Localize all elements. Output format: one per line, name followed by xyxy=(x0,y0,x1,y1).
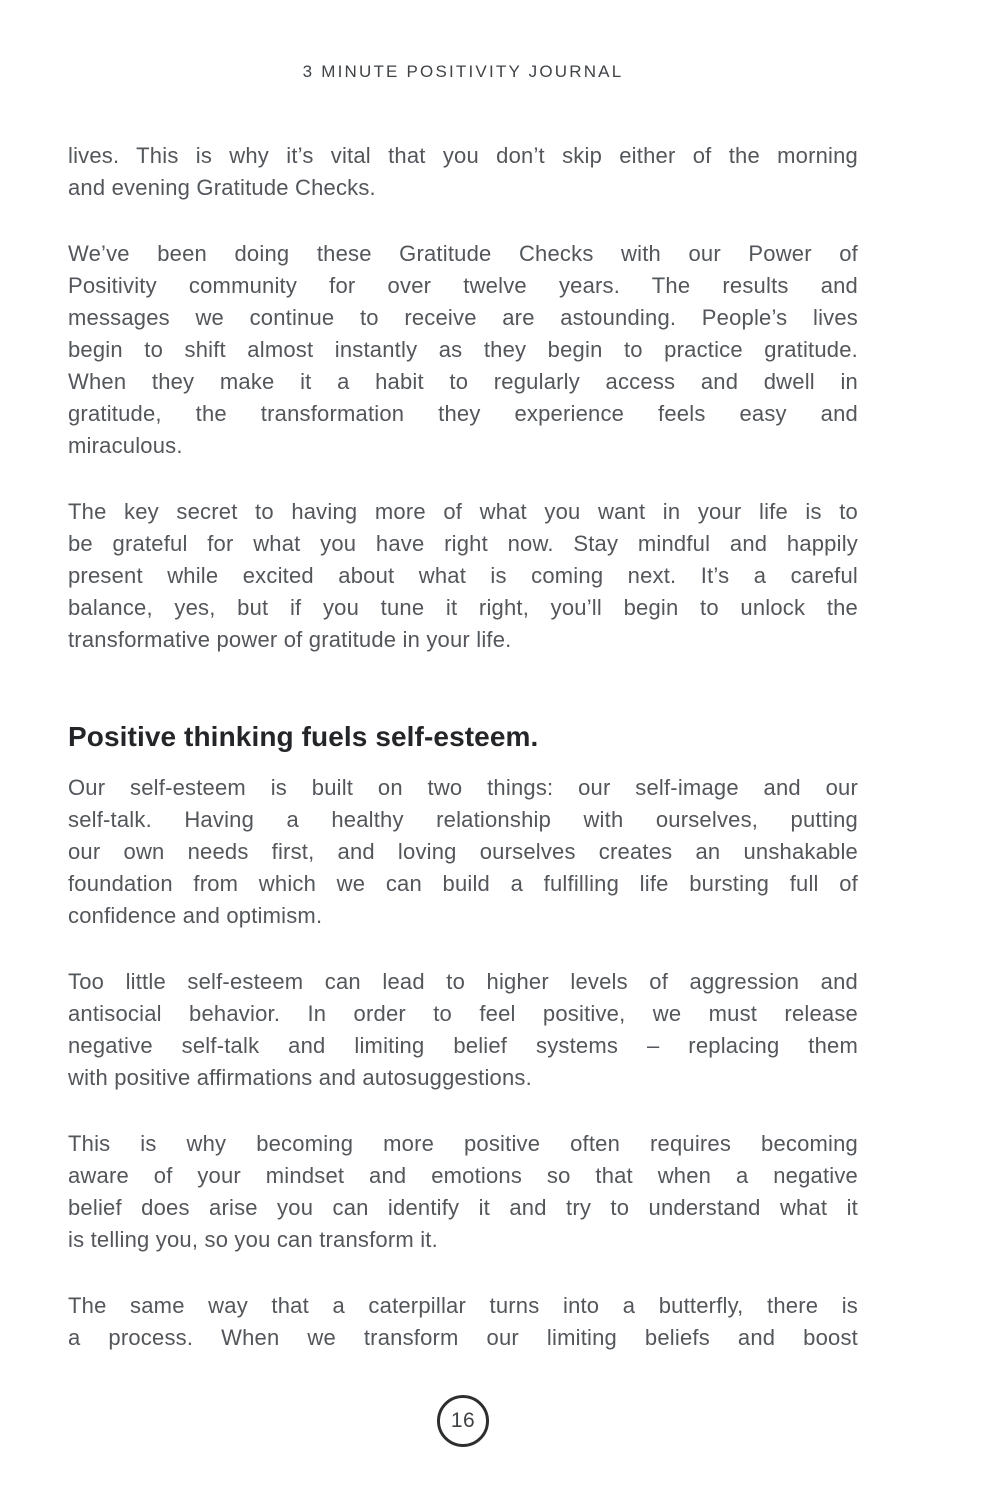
text-line: The same way that a caterpillar turns into a butterfly, there is xyxy=(68,1293,858,1318)
text-line: be grateful for what you have right now. Stay mindful and happily xyxy=(68,531,858,556)
text-line: Too little self-esteem can lead to higher levels of aggression and xyxy=(68,969,858,994)
body-paragraph xyxy=(68,238,858,462)
text-line: The key secret to having more of what you want in your life is to xyxy=(68,499,858,524)
text-line: We’ve been doing these Gratitude Checks with our Power of xyxy=(68,241,858,266)
text-line: negative self-talk and limiting belief systems – replacing them xyxy=(68,1033,858,1058)
text-line: transformative power of gratitude in your life. xyxy=(68,627,512,652)
text-line: balance, yes, but if you tune it right, you’ll begin to unlock the xyxy=(68,595,858,620)
text-line: begin to shift almost instantly as they begin to practice gratitude. xyxy=(68,337,858,362)
text-line: lives. This is why it’s vital that you don’t skip either of the morning xyxy=(68,143,858,168)
text-line: belief does arise you can identify it and try to understand what it xyxy=(68,1195,858,1220)
section-heading: Positive thinking fuels self-esteem. xyxy=(68,721,539,752)
text-line: and evening Gratitude Checks. xyxy=(68,175,376,200)
text-line: Positivity community for over twelve years. The results and xyxy=(68,273,858,298)
text-line: messages we continue to receive are astounding. People’s lives xyxy=(68,305,858,330)
page-number: 16 xyxy=(450,1409,476,1432)
text-line: Our self-esteem is built on two things: our self-image and our xyxy=(68,775,858,800)
text-line: a process. When we transform our limiting beliefs and boost xyxy=(68,1325,858,1350)
running-header: 3 MINUTE POSITIVITY JOURNAL xyxy=(302,62,624,81)
body-paragraph xyxy=(68,1290,858,1354)
text-line: confidence and optimism. xyxy=(68,903,323,928)
text-line: foundation from which we can build a fulfilling life bursting full of xyxy=(68,871,858,896)
text-line: with positive affirmations and autosuggestions. xyxy=(68,1065,532,1090)
body-paragraph xyxy=(68,966,858,1094)
text-line: antisocial behavior. In order to feel positive, we must release xyxy=(68,1001,858,1026)
text-line: aware of your mindset and emotions so that when a negative xyxy=(68,1163,858,1188)
body-paragraph xyxy=(68,772,858,932)
page-number-badge xyxy=(437,1395,489,1447)
text-line: is telling you, so you can transform it. xyxy=(68,1227,438,1252)
text-line: self-talk. Having a healthy relationship with ourselves, putting xyxy=(68,807,858,832)
text-line: our own needs first, and loving ourselves creates an unshakable xyxy=(68,839,858,864)
text-line: This is why becoming more positive often requires becoming xyxy=(68,1131,858,1156)
text-line: present while excited about what is coming next. It’s a careful xyxy=(68,563,858,588)
body-paragraph xyxy=(68,496,858,656)
text-line: When they make it a habit to regularly access and dwell in xyxy=(68,369,858,394)
text-line: gratitude, the transformation they experience feels easy and xyxy=(68,401,858,426)
page-content xyxy=(68,140,858,1388)
body-paragraph xyxy=(68,140,858,204)
text-line: miraculous. xyxy=(68,433,183,458)
body-paragraph xyxy=(68,1128,858,1256)
